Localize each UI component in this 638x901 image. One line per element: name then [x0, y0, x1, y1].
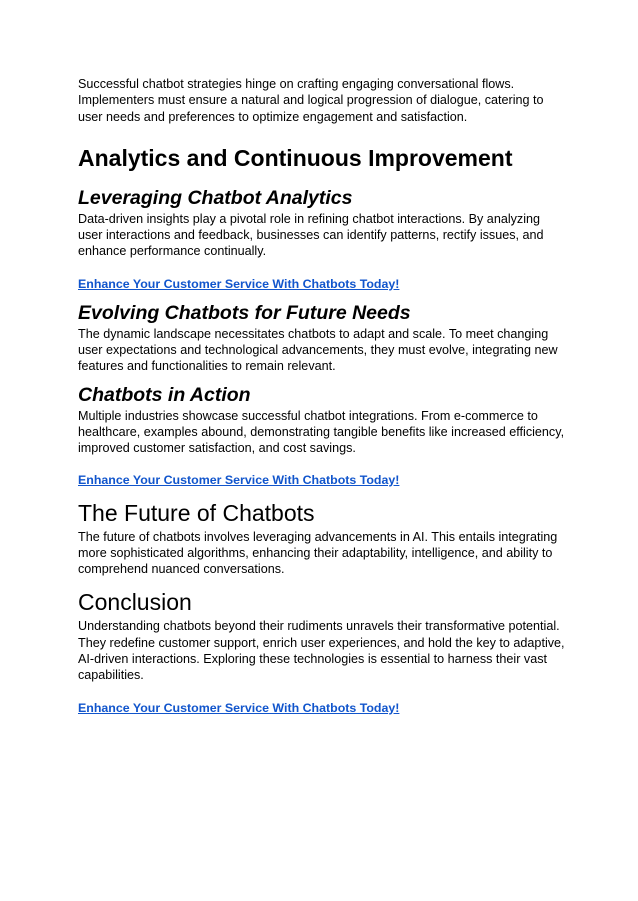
conclusion-heading: Conclusion — [78, 589, 192, 616]
leveraging-paragraph: Data-driven insights play a pivotal role in refining chatbot interactions. By analyzing user interactions and feedback, businesses can identify patterns, rectify issues, and enhance performance continually. — [78, 211, 544, 259]
conclusion-paragraph: Understanding chatbots beyond their rudiments unravels their transformative potential. They redefine customer support, enrich user experiences, and hold the key to adaptive, AI-driven interactions. Exploring these technologies is essential to harness their vast capabilities. — [78, 619, 565, 683]
evolving-paragraph: The dynamic landscape necessitates chatbots to adapt and scale. To meet changing user expectations and technological advancements, they must evolve, integrating new features and functionalities to remain relevant. — [78, 326, 558, 374]
cta-link-3[interactable]: Enhance Your Customer Service With Chatbots Today! — [78, 700, 400, 715]
leveraging-heading: Leveraging Chatbot Analytics — [78, 186, 353, 209]
future-heading: The Future of Chatbots — [78, 499, 315, 526]
cta-link-2[interactable]: Enhance Your Customer Service With Chatbots Today! — [78, 472, 400, 487]
future-paragraph: The future of chatbots involves leveraging advancements in AI. This entails integrating more sophisticated algorithms, enhancing their adaptability, intelligence, and ability to comprehend nuanced conversations. — [78, 529, 558, 577]
evolving-heading: Evolving Chatbots for Future Needs — [78, 301, 411, 324]
intro-paragraph: Successful chatbot strategies hinge on crafting engaging conversational flows. Implementers must ensure a natural and logical progression of dialogue, catering to user needs and preferences to optimize engagement and satisfaction. — [78, 77, 544, 124]
document-page — [78, 76, 568, 716]
in-action-heading: Chatbots in Action — [78, 383, 251, 406]
in-action-paragraph: Multiple industries showcase successful chatbot integrations. From e-commerce to healthcare, examples abound, demonstrating tangible benefits like increased efficiency, improved customer satisfaction, and cost savings. — [78, 408, 565, 456]
analytics-heading: Analytics and Continuous Improvement — [78, 144, 513, 171]
cta-link-1[interactable]: Enhance Your Customer Service With Chatbots Today! — [78, 276, 400, 291]
